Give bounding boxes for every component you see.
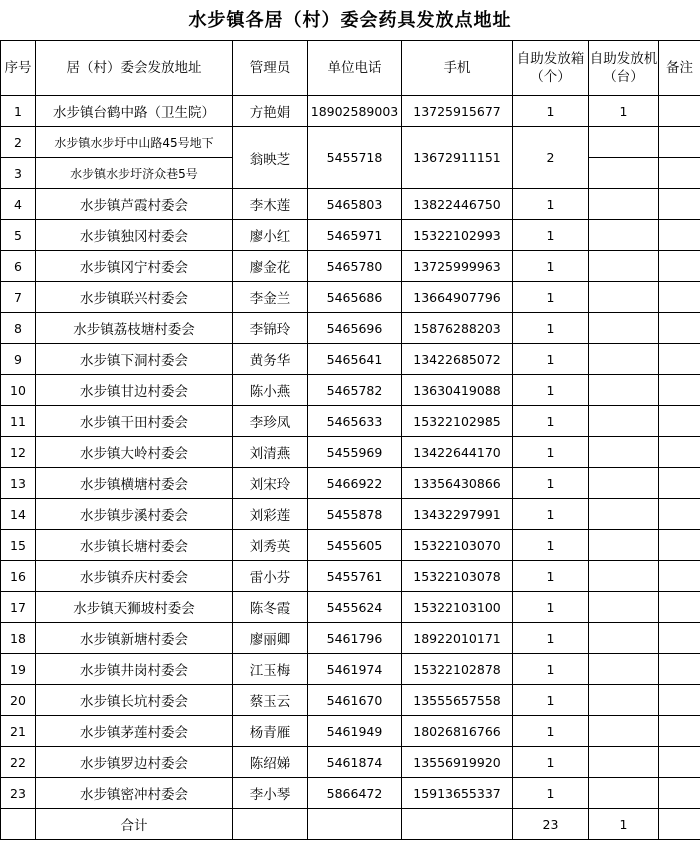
- cell-manager: 方艳娟: [233, 96, 308, 127]
- cell-address: 水步镇罗边村委会: [36, 747, 233, 778]
- cell-mobile: 13664907796: [402, 282, 513, 313]
- cell-machine: [589, 282, 659, 313]
- table-row: [1, 375, 700, 406]
- cell-seq: 23: [1, 778, 36, 809]
- header-address: 居（村）委会发放地址: [36, 41, 233, 96]
- cell-unit-phone: 5465971: [308, 220, 402, 251]
- cell-mobile: 15913655337: [402, 778, 513, 809]
- cell-box: 1: [513, 747, 589, 778]
- cell-mobile: 18026816766: [402, 716, 513, 747]
- cell-unit-phone: 5866472: [308, 778, 402, 809]
- cell-seq: 9: [1, 344, 36, 375]
- table-row: [1, 716, 700, 747]
- header-mobile: 手机: [402, 41, 513, 96]
- cell-machine: 1: [589, 96, 659, 127]
- table-row: [1, 406, 700, 437]
- cell-seq: 14: [1, 499, 36, 530]
- cell-machine: [589, 437, 659, 468]
- table-row: [1, 685, 700, 716]
- cell-remark: [659, 127, 700, 158]
- cell-manager: 李金兰: [233, 282, 308, 313]
- cell-box: 1: [513, 530, 589, 561]
- cell-machine: [589, 499, 659, 530]
- cell-mobile: 15322103078: [402, 561, 513, 592]
- cell-machine: [589, 716, 659, 747]
- cell-address: 水步镇长塘村委会: [36, 530, 233, 561]
- cell-seq: 19: [1, 654, 36, 685]
- cell-address: 水步镇台鹤中路（卫生院）: [36, 96, 233, 127]
- cell-seq: 13: [1, 468, 36, 499]
- cell-box: 1: [513, 499, 589, 530]
- cell-box: 1: [513, 561, 589, 592]
- header-seq: 序号: [1, 41, 36, 96]
- table-row: [1, 344, 700, 375]
- cell-address: 水步镇冈宁村委会: [36, 251, 233, 282]
- cell-seq: 22: [1, 747, 36, 778]
- cell-remark: [659, 747, 700, 778]
- cell-mobile: 15322103100: [402, 592, 513, 623]
- cell-remark: [659, 468, 700, 499]
- table-row: [1, 561, 700, 592]
- cell-remark: [659, 716, 700, 747]
- total-row: [1, 809, 700, 840]
- cell-remark: [659, 96, 700, 127]
- cell-box: 1: [513, 220, 589, 251]
- cell-seq: 18: [1, 623, 36, 654]
- cell-unit-phone: 5461874: [308, 747, 402, 778]
- table-row: [1, 282, 700, 313]
- cell-remark: [659, 375, 700, 406]
- cell-address: 水步镇井岗村委会: [36, 654, 233, 685]
- cell-address: 水步镇水步圩中山路45号地下: [36, 127, 233, 158]
- cell-manager: 黄务华: [233, 344, 308, 375]
- cell-remark: [659, 158, 700, 189]
- cell-seq: 17: [1, 592, 36, 623]
- cell-seq: 1: [1, 96, 36, 127]
- cell-machine: [589, 530, 659, 561]
- cell-machine: [589, 313, 659, 344]
- cell-address: 水步镇天狮坡村委会: [36, 592, 233, 623]
- header-row: [1, 41, 700, 96]
- cell-manager: 李木莲: [233, 189, 308, 220]
- cell-box: 1: [513, 189, 589, 220]
- cell-seq: 16: [1, 561, 36, 592]
- cell-remark: [659, 592, 700, 623]
- cell-unit-phone: 5465686: [308, 282, 402, 313]
- cell-machine: [589, 561, 659, 592]
- cell-machine: [589, 778, 659, 809]
- cell-manager: 陈小燕: [233, 375, 308, 406]
- cell-unit-phone: 18902589003: [308, 96, 402, 127]
- cell-unit-phone: 5455718: [308, 127, 402, 189]
- cell-unit-phone: 5461796: [308, 623, 402, 654]
- cell-unit-phone: 5465803: [308, 189, 402, 220]
- cell-address: 水步镇乔庆村委会: [36, 561, 233, 592]
- cell-mobile: 15322102878: [402, 654, 513, 685]
- cell-manager: 陈冬霞: [233, 592, 308, 623]
- cell-machine: [589, 158, 659, 189]
- cell-remark: [659, 220, 700, 251]
- cell-box: 1: [513, 716, 589, 747]
- cell-box: 1: [513, 313, 589, 344]
- cell-address: 水步镇干田村委会: [36, 406, 233, 437]
- table-row: [1, 747, 700, 778]
- cell-remark: [659, 530, 700, 561]
- cell-unit-phone: 5455969: [308, 437, 402, 468]
- table-row: [1, 499, 700, 530]
- cell-box: 1: [513, 96, 589, 127]
- cell-mobile: 13356430866: [402, 468, 513, 499]
- table-row: [1, 96, 700, 127]
- cell-manager: 江玉梅: [233, 654, 308, 685]
- cell-machine: [589, 592, 659, 623]
- cell-manager: 李锦玲: [233, 313, 308, 344]
- cell-address: 水步镇甘边村委会: [36, 375, 233, 406]
- cell-address: 水步镇大岭村委会: [36, 437, 233, 468]
- cell-machine: [589, 375, 659, 406]
- cell-box: 1: [513, 623, 589, 654]
- cell-unit-phone: 5461974: [308, 654, 402, 685]
- total-machine: 1: [589, 809, 659, 840]
- cell-mobile: 15322102985: [402, 406, 513, 437]
- cell-machine: [589, 747, 659, 778]
- cell-manager: 雷小芬: [233, 561, 308, 592]
- table-row: [1, 127, 700, 158]
- cell-manager: 李珍凤: [233, 406, 308, 437]
- table-row: [1, 623, 700, 654]
- cell-machine: [589, 685, 659, 716]
- cell-address: 水步镇新塘村委会: [36, 623, 233, 654]
- table-row: [1, 530, 700, 561]
- cell-mobile: 13630419088: [402, 375, 513, 406]
- cell-remark: [659, 778, 700, 809]
- cell-unit-phone: 5465780: [308, 251, 402, 282]
- cell-box: 1: [513, 778, 589, 809]
- cell-manager: 翁映芝: [233, 127, 308, 189]
- cell-remark: [659, 313, 700, 344]
- cell-remark: [659, 809, 700, 840]
- cell-manager: 蔡玉云: [233, 685, 308, 716]
- cell-mobile: 15322102993: [402, 220, 513, 251]
- cell-manager: 廖丽卿: [233, 623, 308, 654]
- cell-mobile: 13422685072: [402, 344, 513, 375]
- cell-seq: 21: [1, 716, 36, 747]
- cell-manager: 刘彩莲: [233, 499, 308, 530]
- cell-box: 1: [513, 468, 589, 499]
- table-row: [1, 437, 700, 468]
- cell-address: 水步镇独冈村委会: [36, 220, 233, 251]
- cell-unit-phone: 5465696: [308, 313, 402, 344]
- cell-unit-phone: 5465782: [308, 375, 402, 406]
- cell-remark: [659, 344, 700, 375]
- cell-manager: 陈绍娣: [233, 747, 308, 778]
- cell-remark: [659, 685, 700, 716]
- cell-remark: [659, 623, 700, 654]
- cell-box: 1: [513, 592, 589, 623]
- cell-remark: [659, 561, 700, 592]
- cell-mobile: 18922010171: [402, 623, 513, 654]
- cell-seq: 11: [1, 406, 36, 437]
- cell-seq: 3: [1, 158, 36, 189]
- cell-machine: [589, 220, 659, 251]
- cell-remark: [659, 499, 700, 530]
- cell-unit-phone: 5466922: [308, 468, 402, 499]
- cell-machine: [589, 623, 659, 654]
- cell-box: 1: [513, 406, 589, 437]
- cell-address: 水步镇荔枝塘村委会: [36, 313, 233, 344]
- cell-box: 1: [513, 437, 589, 468]
- cell-address: 水步镇密冲村委会: [36, 778, 233, 809]
- cell-address: 水步镇横塘村委会: [36, 468, 233, 499]
- table-row: [1, 592, 700, 623]
- cell-seq: [1, 809, 36, 840]
- cell-mobile: 13672911151: [402, 127, 513, 189]
- cell-address: 水步镇长坑村委会: [36, 685, 233, 716]
- table-row: [1, 251, 700, 282]
- cell-mobile: 13432297991: [402, 499, 513, 530]
- cell-box: 2: [513, 127, 589, 189]
- cell-unit-phone: 5455624: [308, 592, 402, 623]
- header-box: 自助发放箱（个）: [513, 41, 589, 96]
- cell-manager: 廖金花: [233, 251, 308, 282]
- cell-remark: [659, 406, 700, 437]
- cell-mobile: 13725915677: [402, 96, 513, 127]
- table-row: [1, 220, 700, 251]
- cell-machine: [589, 654, 659, 685]
- table-row: [1, 654, 700, 685]
- cell-seq: 6: [1, 251, 36, 282]
- cell-address: 水步镇茅莲村委会: [36, 716, 233, 747]
- table-row: [1, 189, 700, 220]
- cell-unit-phone: [308, 809, 402, 840]
- cell-remark: [659, 189, 700, 220]
- cell-mobile: 13422644170: [402, 437, 513, 468]
- cell-box: 1: [513, 251, 589, 282]
- cell-unit-phone: 5455878: [308, 499, 402, 530]
- cell-box: 1: [513, 344, 589, 375]
- cell-remark: [659, 251, 700, 282]
- cell-unit-phone: 5461949: [308, 716, 402, 747]
- cell-seq: 12: [1, 437, 36, 468]
- cell-address: 水步镇步溪村委会: [36, 499, 233, 530]
- cell-manager: [233, 809, 308, 840]
- table-row: [1, 778, 700, 809]
- table-title: 水步镇各居（村）委会药具发放点地址: [188, 10, 512, 31]
- cell-machine: [589, 406, 659, 437]
- cell-unit-phone: 5455761: [308, 561, 402, 592]
- cell-machine: [589, 189, 659, 220]
- header-remark: 备注: [659, 41, 700, 96]
- cell-manager: 刘清燕: [233, 437, 308, 468]
- cell-remark: [659, 654, 700, 685]
- total-box: 23: [513, 809, 589, 840]
- cell-unit-phone: 5465641: [308, 344, 402, 375]
- cell-seq: 20: [1, 685, 36, 716]
- cell-address: 水步镇下洞村委会: [36, 344, 233, 375]
- cell-box: 1: [513, 685, 589, 716]
- cell-machine: [589, 127, 659, 158]
- cell-machine: [589, 344, 659, 375]
- cell-seq: 10: [1, 375, 36, 406]
- cell-mobile: 13555657558: [402, 685, 513, 716]
- cell-box: 1: [513, 375, 589, 406]
- cell-seq: 15: [1, 530, 36, 561]
- header-machine: 自助发放机（台）: [589, 41, 659, 96]
- header-manager: 管理员: [233, 41, 308, 96]
- cell-unit-phone: 5461670: [308, 685, 402, 716]
- cell-address: 水步镇芦霞村委会: [36, 189, 233, 220]
- cell-seq: 7: [1, 282, 36, 313]
- cell-mobile: 13556919920: [402, 747, 513, 778]
- cell-mobile: 13725999963: [402, 251, 513, 282]
- cell-seq: 5: [1, 220, 36, 251]
- cell-manager: 杨青雁: [233, 716, 308, 747]
- cell-box: 1: [513, 282, 589, 313]
- cell-manager: 廖小红: [233, 220, 308, 251]
- cell-seq: 2: [1, 127, 36, 158]
- cell-manager: 李小琴: [233, 778, 308, 809]
- total-label: 合计: [36, 809, 233, 840]
- cell-unit-phone: 5455605: [308, 530, 402, 561]
- table-row: [1, 313, 700, 344]
- cell-remark: [659, 282, 700, 313]
- cell-manager: 刘秀英: [233, 530, 308, 561]
- cell-mobile: 15876288203: [402, 313, 513, 344]
- table-row: [1, 468, 700, 499]
- cell-remark: [659, 437, 700, 468]
- cell-manager: 刘宋玲: [233, 468, 308, 499]
- cell-mobile: [402, 809, 513, 840]
- cell-address: 水步镇联兴村委会: [36, 282, 233, 313]
- cell-mobile: 15322103070: [402, 530, 513, 561]
- distribution-table: [0, 40, 700, 840]
- cell-box: 1: [513, 654, 589, 685]
- cell-unit-phone: 5465633: [308, 406, 402, 437]
- cell-seq: 8: [1, 313, 36, 344]
- cell-machine: [589, 468, 659, 499]
- cell-machine: [589, 251, 659, 282]
- cell-seq: 4: [1, 189, 36, 220]
- cell-mobile: 13822446750: [402, 189, 513, 220]
- cell-address: 水步镇水步圩济众巷5号: [36, 158, 233, 189]
- header-unit-phone: 单位电话: [308, 41, 402, 96]
